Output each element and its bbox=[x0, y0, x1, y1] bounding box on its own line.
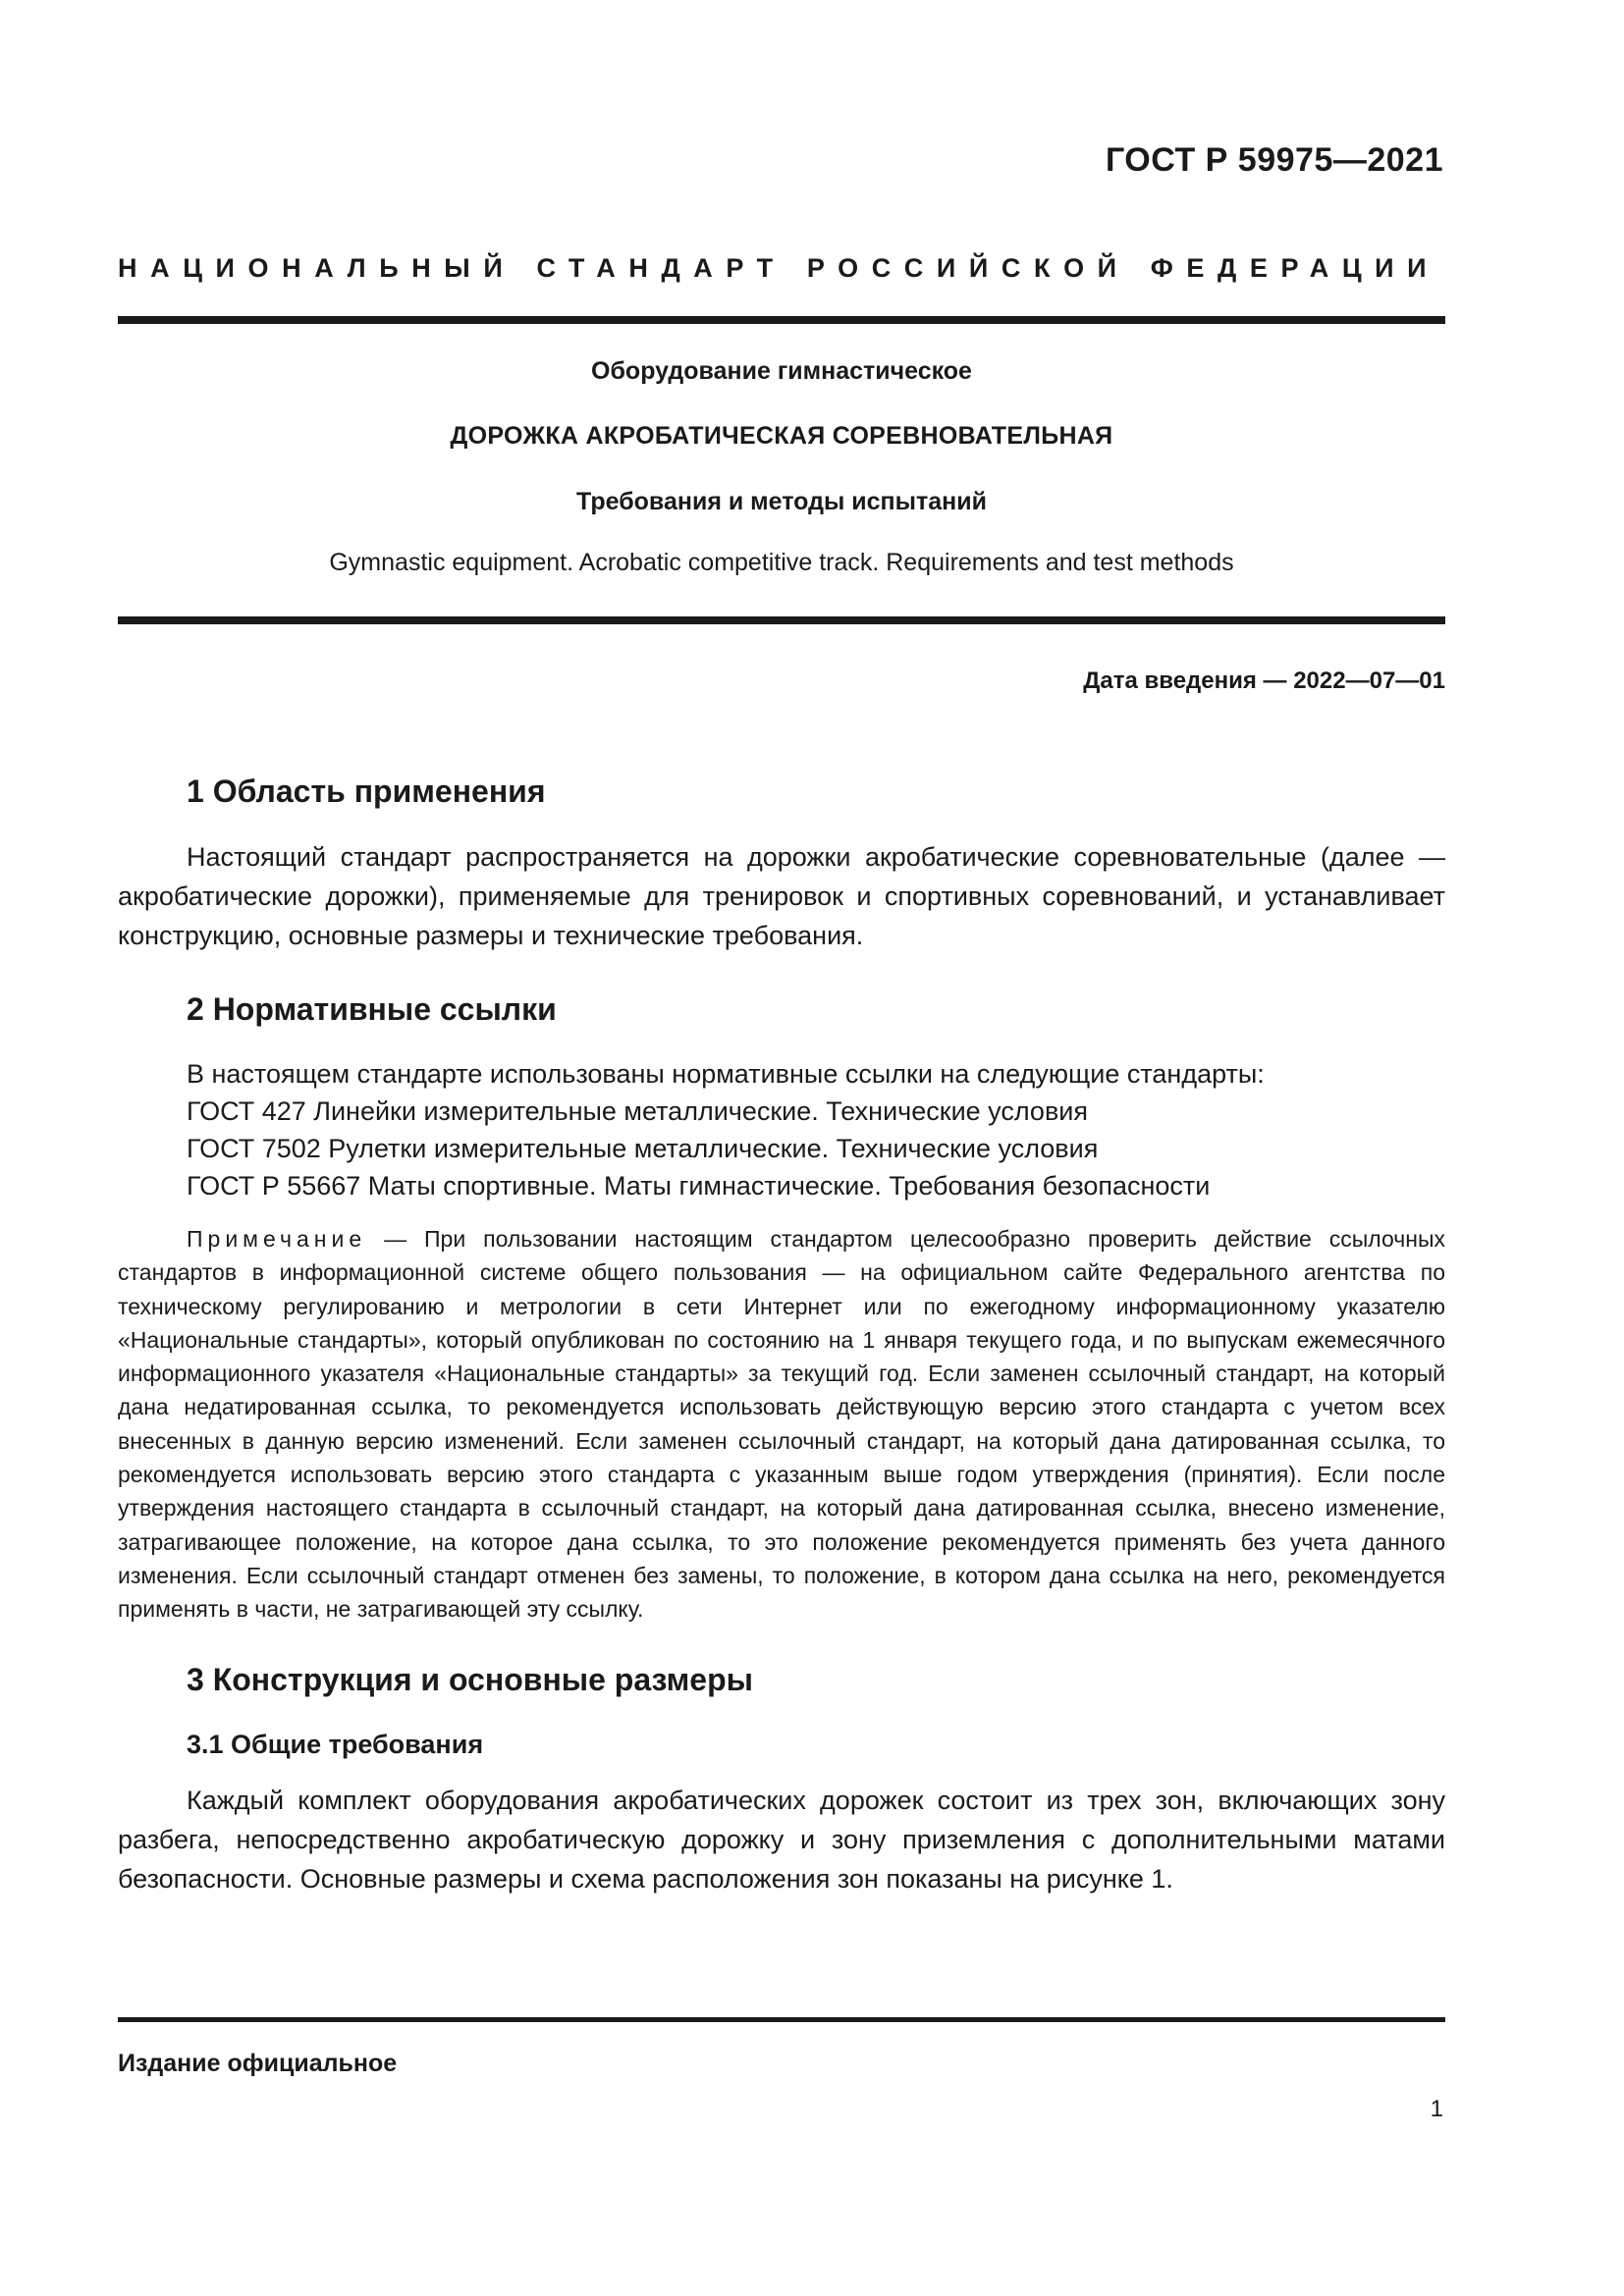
title-rule bbox=[118, 616, 1445, 624]
title-main: ДОРОЖКА АКРОБАТИЧЕСКАЯ СОРЕВНОВАТЕЛЬНАЯ bbox=[450, 422, 1113, 450]
reference-item: ГОСТ 7502 Рулетки измерительные металлические. Технические условия bbox=[187, 1134, 1099, 1163]
construction-paragraph: Каждый комплект оборудования акробатических дорожек состоит из трех зон, включающих зону разбега, непосредственно акробатическую дорожку и зону приземления с дополнительными матами безопасности. Основные размеры и схема расположения зон показаны на рисунке 1. bbox=[118, 1786, 1445, 1894]
scope-paragraph: Настоящий стандарт распространяется на дорожки акробатические соревновательные (далее — акробатические дорожки), применяемые для тренировок и спортивных соревнований, и устанавливает конструкцию, основные размеры и технические требования. bbox=[118, 842, 1445, 950]
top-rule bbox=[118, 316, 1445, 324]
section-heading-construction: 3 Конструкция и основные размеры bbox=[187, 1662, 753, 1697]
intro-date: Дата введения — 2022—07—01 bbox=[1083, 667, 1445, 694]
section-heading-scope: 1 Область применения bbox=[187, 774, 546, 809]
section-heading-references: 2 Нормативные ссылки bbox=[187, 991, 557, 1027]
reference-item: ГОСТ 427 Линейки измерительные металлические. Технические условия bbox=[187, 1096, 1088, 1126]
references-list bbox=[187, 1055, 1265, 1204]
note-text: — При пользовании настоящим стандартом целесообразно проверить действие ссылочных стандартов в информационной системе общего пользования — на официальном сайте Федерального агентства по техническому регулированию и метрологии в сети Интернет или по ежегодному информационному указателю «Национальные стандарты», который опубликован по состоянию на 1 января текущего года, и по выпускам ежемесячного информационного указателя «Национальные стандарты» за текущий год. Если заменен ссылочный стандарт, на который дана недатированная ссылка, то рекомендуется использовать действующую версию этого стандарта с учетом всех внесенных в данную версию изменений. Если заменен ссылочный стандарт, на который дана датированная ссылка, то рекомендуется использовать версию этого стандарта с указанным выше годом утверждения (принятия). Если после утверждения настоящего стандарта в ссылочный стандарт, на который дана датированная ссылка, внесено изменение, затрагивающее положение, на которое дана ссылка, то это положение рекомендуется применять без учета данного изменения. Если ссылочный стандарт отменен без замены, то положение, в котором дана ссылка на него, рекомендуется применять в части, не затрагивающей эту ссылку. bbox=[118, 1226, 1445, 1623]
edition-label: Издание официальное bbox=[118, 2050, 398, 2077]
footer-rule bbox=[118, 2017, 1445, 2022]
title-subject: Оборудование гимнастическое bbox=[591, 357, 972, 385]
page-number: 1 bbox=[1430, 2096, 1443, 2122]
title-english: Gymnastic equipment. Acrobatic competitive track. Requirements and test methods bbox=[329, 549, 1234, 576]
references-note bbox=[118, 1222, 1445, 1627]
references-intro: В настоящем стандарте использованы нормативные ссылки на следующие стандарты: bbox=[187, 1059, 1265, 1089]
national-standard-banner: НАЦИОНАЛЬНЫЙ СТАНДАРТ РОССИЙСКОЙ ФЕДЕРАЦИИ bbox=[118, 253, 1440, 283]
note-label: Примечание bbox=[187, 1226, 367, 1252]
document-code: ГОСТ Р 59975—2021 bbox=[1105, 141, 1443, 179]
reference-item: ГОСТ Р 55667 Маты спортивные. Маты гимнастические. Требования безопасности bbox=[187, 1171, 1211, 1201]
title-sub: Требования и методы испытаний bbox=[576, 488, 987, 515]
subsection-heading-general: 3.1 Общие требования bbox=[187, 1730, 484, 1759]
